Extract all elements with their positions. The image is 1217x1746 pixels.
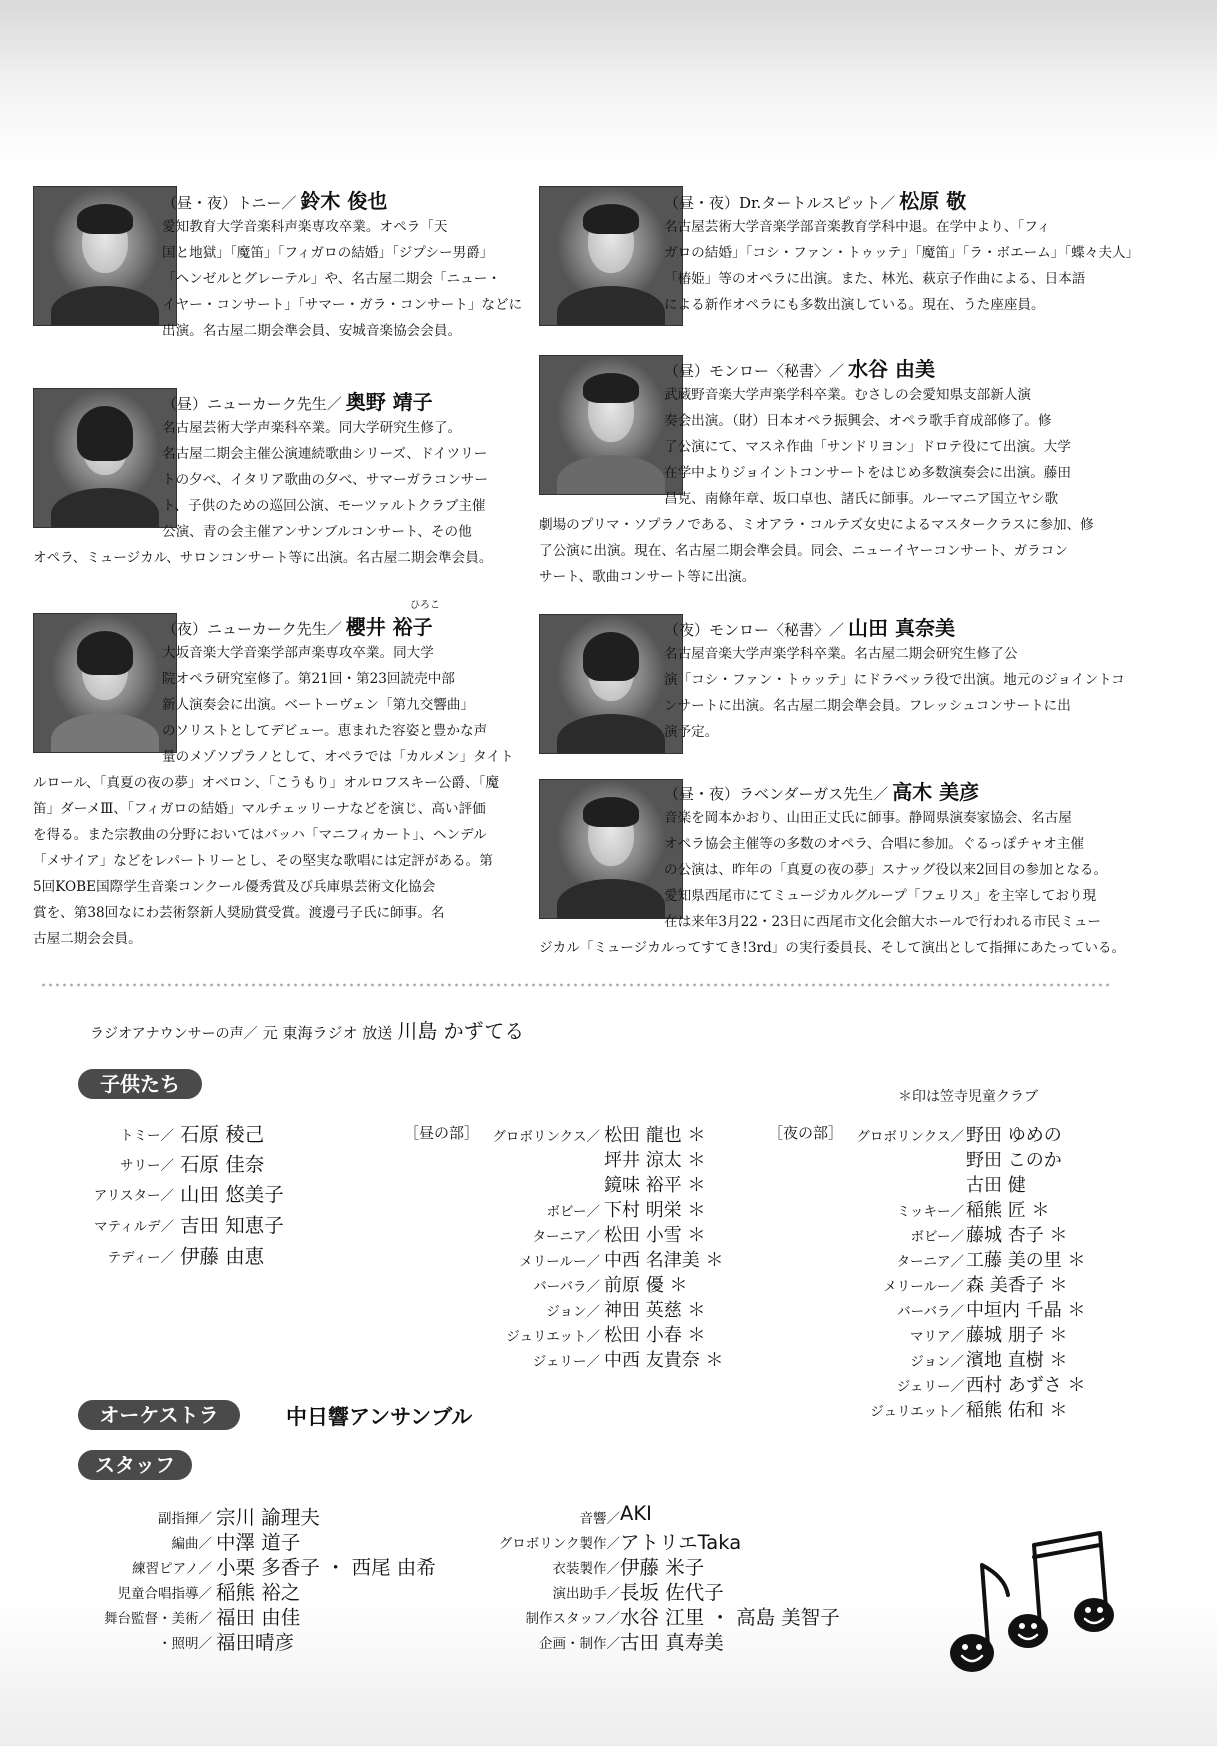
day-section-label: ［昼の部］ bbox=[404, 1124, 480, 1142]
bio-text bbox=[162, 214, 522, 344]
photo-sakurai bbox=[33, 613, 177, 753]
cast-name: 下村 明栄 ＊ bbox=[604, 1200, 706, 1221]
bio-line: 昌克、南條年章、坂口卓也、諸氏に師事。ルーマニア国立ヤシ歌 bbox=[664, 491, 1059, 507]
role-label: メリールー／ bbox=[883, 1279, 964, 1295]
cast-name: 西村 あずさ ＊ bbox=[966, 1375, 1086, 1396]
cast-name: 野田 ゆめの bbox=[966, 1125, 1062, 1146]
staff-name: 水谷 江里 ・ 高島 美智子 bbox=[620, 1606, 840, 1629]
role-label: ミッキー／ bbox=[896, 1204, 964, 1220]
bio-line: トの夕べ、イタリア歌曲の夕べ、サマーガラコンサー bbox=[162, 472, 488, 488]
bio-role: （昼・夜）トニー／ bbox=[162, 194, 297, 212]
role-label: サリー／ bbox=[120, 1158, 174, 1174]
cast-name: 吉田 知恵子 bbox=[180, 1214, 284, 1237]
role-label: バーバラ／ bbox=[897, 1304, 964, 1320]
role-label: ジョン／ bbox=[910, 1354, 964, 1370]
bio-line: 大坂音楽大学音楽学部声楽専攻卒業。同大学 bbox=[162, 645, 434, 661]
role-label: 練習ピアノ／ bbox=[132, 1561, 212, 1577]
radio-name: 川島 かずてる bbox=[397, 1019, 525, 1043]
cast-name: 古田 健 bbox=[966, 1175, 1026, 1196]
bio-text bbox=[539, 512, 1094, 590]
bio-text bbox=[664, 641, 1125, 745]
bio-line: 笛」ダーメⅢ、「フィガロの結婚」マルチェッリーナなどを演じ、高い評価 bbox=[33, 801, 486, 817]
bio-text bbox=[162, 640, 514, 770]
bio-line: 音楽を岡本かおり、山田正丈氏に師事。静岡県演奏家協会、名古屋 bbox=[664, 810, 1072, 826]
bio-text bbox=[539, 935, 1125, 961]
staff-name: AKI bbox=[620, 1502, 652, 1525]
role-label: ジョン／ bbox=[546, 1304, 600, 1320]
role-label: グロボリンク製作／ bbox=[498, 1536, 620, 1552]
bio-line: 公演、青の会主催アンサンブルコンサート、その他 bbox=[162, 524, 472, 540]
bio-line: 在は来年3月22・23日に西尾市文化会館大ホールで行われる市民ミュー bbox=[664, 914, 1101, 930]
role-label: 制作スタッフ／ bbox=[525, 1611, 620, 1627]
bio-name: 水谷 由美 bbox=[848, 357, 935, 381]
staff-name: 古田 真寿美 bbox=[620, 1631, 724, 1654]
staff-name: 長坂 佐代子 bbox=[620, 1581, 724, 1604]
bio-role: （昼・夜）Dr.タートルスピット／ bbox=[664, 194, 896, 212]
photo-matsubara bbox=[539, 186, 683, 326]
cast-name: 神田 英慈 ＊ bbox=[604, 1300, 706, 1321]
staff-name: 伊藤 米子 bbox=[620, 1556, 705, 1579]
photo-okuno bbox=[33, 388, 177, 528]
bio-line: 古屋二期会会員。 bbox=[33, 931, 142, 947]
dotted-divider bbox=[40, 983, 1110, 987]
bio-line: 「椿姫」等のオペラに出演。また、林光、萩京子作曲による、日本語 bbox=[664, 271, 1086, 287]
bio-line: オペラ、ミュージカル、サロンコンサート等に出演。名古屋二期会準会員。 bbox=[33, 550, 493, 566]
cast-name: 藤城 杏子 ＊ bbox=[966, 1225, 1068, 1246]
cast-name: 松田 小春 ＊ bbox=[604, 1325, 706, 1346]
bio-name: 櫻井 裕子 bbox=[345, 615, 433, 639]
role-label: 編曲／ bbox=[171, 1536, 212, 1552]
bio-name: 奥野 靖子 bbox=[345, 390, 433, 414]
bio-line: 名古屋芸術大学音楽学部音楽教育学科中退。在学中より、「フィ bbox=[664, 219, 1051, 235]
role-label: 衣装製作／ bbox=[552, 1561, 620, 1577]
bio-line: 演「コシ・ファン・トゥッテ」にドラベッラ役で出演。地元のジョイントコ bbox=[664, 672, 1125, 688]
role-label: 演出助手／ bbox=[552, 1586, 620, 1602]
staff-name: 小栗 多香子 ・ 西尾 由希 bbox=[216, 1556, 436, 1579]
bio-line: 愛知教育大学音楽科声楽専攻卒業。オペラ「天 bbox=[162, 219, 448, 235]
bio-line: 武蔵野音楽大学声楽学科卒業。むさしの会愛知県支部新人演 bbox=[664, 387, 1032, 403]
staff-name: 宗川 諭理夫 bbox=[216, 1506, 320, 1529]
cast-name: 松田 小雪 ＊ bbox=[604, 1225, 706, 1246]
role-label: テディー／ bbox=[107, 1250, 174, 1266]
cast-name: 野田 このか bbox=[966, 1150, 1062, 1171]
bio-line: 新人演奏会に出演。ベートーヴェン「第九交響曲」 bbox=[162, 697, 475, 713]
bio-line: 名古屋音楽大学声楽学科卒業。名古屋二期会研究生修了公 bbox=[664, 646, 1018, 662]
role-label: ジェリー／ bbox=[896, 1379, 964, 1395]
staff-name: 福田 由佳 bbox=[216, 1606, 301, 1629]
bio-heading bbox=[664, 185, 966, 214]
role-label: バーバラ／ bbox=[533, 1279, 600, 1295]
bio-line: サート、歌曲コンサート等に出演。 bbox=[539, 569, 756, 585]
bio-role: （夜）モンロー〈秘書〉／ bbox=[664, 621, 845, 639]
bio-line: 国と地獄」「魔笛」「フィガロの結婚」「ジプシー男爵」 bbox=[162, 245, 494, 261]
orchestra-name: 中日響アンサンブル bbox=[286, 1405, 473, 1429]
cast-name: 中西 名津美 ＊ bbox=[604, 1250, 724, 1271]
bio-line: ガロの結婚」「コシ・ファン・トゥッテ」「魔笛」「ラ・ボエーム」「蝶々夫人」 bbox=[664, 245, 1140, 261]
bio-heading bbox=[664, 353, 935, 382]
photo-suzuki bbox=[33, 186, 177, 326]
bio-line: 在学中よりジョイントコンサートをはじめ多数演奏会に出演。藤田 bbox=[664, 465, 1071, 481]
night-section-label: ［夜の部］ bbox=[768, 1124, 844, 1142]
bio-heading bbox=[162, 386, 433, 415]
role-label: ・照明／ bbox=[158, 1636, 212, 1652]
bio-line: 5回KOBE国際学生音楽コンクール優秀賞及び兵庫県芸術文化協会 bbox=[33, 879, 436, 895]
role-label: 音響／ bbox=[579, 1511, 620, 1527]
bio-line: 演予定。 bbox=[664, 724, 719, 740]
name-ruby: ひろこ bbox=[410, 600, 440, 611]
cast-name: 藤城 朋子 ＊ bbox=[966, 1325, 1068, 1346]
cast-name: 伊藤 由恵 bbox=[180, 1245, 265, 1268]
orchestra-heading: オーケストラ bbox=[78, 1400, 240, 1430]
role-label: 副指揮／ bbox=[158, 1511, 212, 1527]
cast-name: 鏡味 裕平 ＊ bbox=[604, 1175, 706, 1196]
cast-name: 石原 佳奈 bbox=[180, 1153, 265, 1176]
role-label: ジュリエット／ bbox=[870, 1404, 964, 1420]
bio-line: 了公演に出演。現在、名古屋二期会準会員。同会、ニューイヤーコンサート、ガラコン bbox=[539, 543, 1068, 559]
role-label: 企画・制作／ bbox=[539, 1636, 620, 1652]
bio-line: 了公演にて、マスネ作曲「サンドリヨン」ドロテ役にて出演。大学 bbox=[664, 439, 1071, 455]
cast-name: 濱地 直樹 ＊ bbox=[966, 1350, 1068, 1371]
role-label: ボビー／ bbox=[546, 1204, 600, 1220]
cast-name: 稲熊 匠 ＊ bbox=[966, 1200, 1050, 1221]
role-label: メリールー／ bbox=[519, 1254, 600, 1270]
cast-name: 坪井 涼太 ＊ bbox=[604, 1150, 706, 1171]
bio-line: ジカル「ミュージカルってすてき!3rd」の実行委員長、そして演出として指揮にあたっている。 bbox=[539, 940, 1126, 956]
bio-line: 量のメゾソプラノとして、オペラでは「カルメン」タイト bbox=[162, 749, 514, 765]
role-label: ボビー／ bbox=[910, 1229, 964, 1245]
bio-heading bbox=[664, 776, 979, 805]
cast-name: 中西 友貴奈 ＊ bbox=[604, 1350, 724, 1371]
staff-name: 稲熊 裕之 bbox=[216, 1581, 301, 1604]
bio-role: （昼）モンロー〈秘書〉／ bbox=[664, 362, 845, 380]
bio-line: 「ヘンゼルとグレーテル」や、名古屋二期会「ニュー・ bbox=[162, 271, 501, 287]
staff-name: 福田晴彦 bbox=[216, 1631, 295, 1654]
bio-role: （昼）ニューカーク先生／ bbox=[162, 395, 342, 413]
bio-text bbox=[33, 770, 499, 952]
radio-affiliation: 元 東海ラジオ 放送 bbox=[262, 1024, 393, 1042]
bio-name: 高木 美彦 bbox=[892, 780, 980, 804]
bio-text bbox=[162, 415, 488, 545]
bio-line: 劇場のプリマ・ソプラノである、ミオアラ・コルテズ女史によるマスタークラスに参加、修 bbox=[539, 517, 1094, 533]
role-label: 舞台監督・美術／ bbox=[104, 1611, 212, 1627]
role-label: マリア／ bbox=[910, 1329, 964, 1345]
bio-line: のソリストとしてデビュー。恵まれた容姿と豊かな声 bbox=[162, 723, 488, 739]
bio-name: 鈴木 俊也 bbox=[300, 189, 388, 213]
bio-text bbox=[664, 214, 1139, 318]
bio-line: による新作オペラにも多数出演している。現在、うた座座員。 bbox=[664, 297, 1045, 313]
bio-line: 愛知県西尾市にてミュージカルグループ「フェリス」を主宰しており現 bbox=[664, 888, 1097, 904]
bio-line: 奏会出演。（財）日本オペラ振興会、オペラ歌手育成部修了。修 bbox=[664, 413, 1052, 429]
photo-mizutani bbox=[539, 355, 683, 495]
staff-name: アトリエTaka bbox=[620, 1531, 742, 1554]
children-heading: 子供たち bbox=[78, 1069, 202, 1099]
bio-line: 名古屋二期会主催公演連続歌曲シリーズ、ドイツリー bbox=[162, 446, 488, 462]
bio-line: ンサートに出演。名古屋二期会準会員。フレッシュコンサートに出 bbox=[664, 698, 1071, 714]
cast-name: 工藤 美の里 ＊ bbox=[966, 1250, 1086, 1271]
cast-name: 中垣内 千晶 ＊ bbox=[966, 1300, 1086, 1321]
cast-name: 前原 優 ＊ bbox=[604, 1275, 688, 1296]
smiling-music-notes-icon bbox=[930, 1525, 1120, 1695]
role-label: グロボリンクス／ bbox=[856, 1129, 964, 1145]
role-label: ジェリー／ bbox=[532, 1354, 600, 1370]
photo-takagi bbox=[539, 779, 683, 919]
role-label: トミー／ bbox=[120, 1128, 174, 1144]
bio-line: ルロール、「真夏の夜の夢」オベロン、「こうもり」オルロフスキー公爵、「魔 bbox=[33, 775, 499, 791]
bio-name: 松原 敬 bbox=[899, 189, 967, 213]
bio-line: オペラ協会主催等の多数のオペラ、合唱に参加。ぐるっぽチャオ主催 bbox=[664, 836, 1084, 852]
radio-role: ラジオアナウンサーの声／ bbox=[90, 1026, 258, 1042]
role-label: マティルデ／ bbox=[94, 1219, 174, 1235]
bio-line: 「メサイア」などをレパートリーとし、その堅実な歌唱には定評がある。第 bbox=[33, 853, 493, 869]
bio-line: 賞を、第38回なにわ芸術祭新人奨励賞受賞。渡邊弓子氏に師事。名 bbox=[33, 905, 445, 921]
bio-role: （昼・夜）ラベンダーガス先生／ bbox=[664, 785, 889, 803]
staff-name: 中澤 道子 bbox=[216, 1531, 301, 1554]
radio-credit bbox=[90, 1015, 524, 1044]
cast-name: 山田 悠美子 bbox=[180, 1183, 284, 1206]
bio-line: 名古屋芸術大学声楽科卒業。同大学研究生修了。 bbox=[162, 420, 462, 436]
bio-text bbox=[664, 382, 1071, 512]
cast-name: 森 美香子 ＊ bbox=[966, 1275, 1068, 1296]
role-label: アリスター／ bbox=[93, 1188, 174, 1204]
role-label: ターニア／ bbox=[896, 1254, 964, 1270]
bio-role: （夜）ニューカーク先生／ bbox=[162, 620, 342, 638]
role-label: ジュリエット／ bbox=[506, 1329, 600, 1345]
bio-name: 山田 真奈美 bbox=[848, 616, 955, 640]
role-label: ターニア／ bbox=[532, 1229, 600, 1245]
bio-heading bbox=[664, 612, 955, 641]
bio-line: を得る。また宗教曲の分野においてはバッハ「マニフィカート」、ヘンデル bbox=[33, 827, 487, 843]
cast-name: 稲熊 佑和 ＊ bbox=[966, 1400, 1068, 1421]
role-label: グロボリンクス／ bbox=[492, 1129, 600, 1145]
cast-name: 松田 龍也 ＊ bbox=[604, 1125, 706, 1146]
bio-line: 出演。名古屋二期会準会員、安城音楽協会会員。 bbox=[162, 323, 462, 339]
photo-yamada bbox=[539, 614, 683, 754]
bio-line: の公演は、昨年の「真夏の夜の夢」スナッグ役以来2回目の参加となる。 bbox=[664, 862, 1108, 878]
cast-name: 石原 稜己 bbox=[180, 1123, 265, 1146]
bio-heading bbox=[162, 611, 433, 640]
bio-line: 院オペラ研究室修了。第21回・第23回読売中部 bbox=[162, 671, 455, 687]
bio-heading bbox=[162, 185, 387, 214]
bio-text bbox=[33, 545, 492, 571]
bio-text bbox=[664, 805, 1107, 935]
role-label: 児童合唱指導／ bbox=[117, 1586, 212, 1602]
staff-heading: スタッフ bbox=[78, 1450, 192, 1480]
club-note: ＊印は笠寺児童クラブ bbox=[898, 1089, 1038, 1105]
bio-line: イヤー・コンサート」「サマー・ガラ・コンサート」などに bbox=[162, 297, 523, 313]
bio-line: ト、子供のための巡回公演、モーツァルトクラブ主催 bbox=[162, 498, 486, 514]
